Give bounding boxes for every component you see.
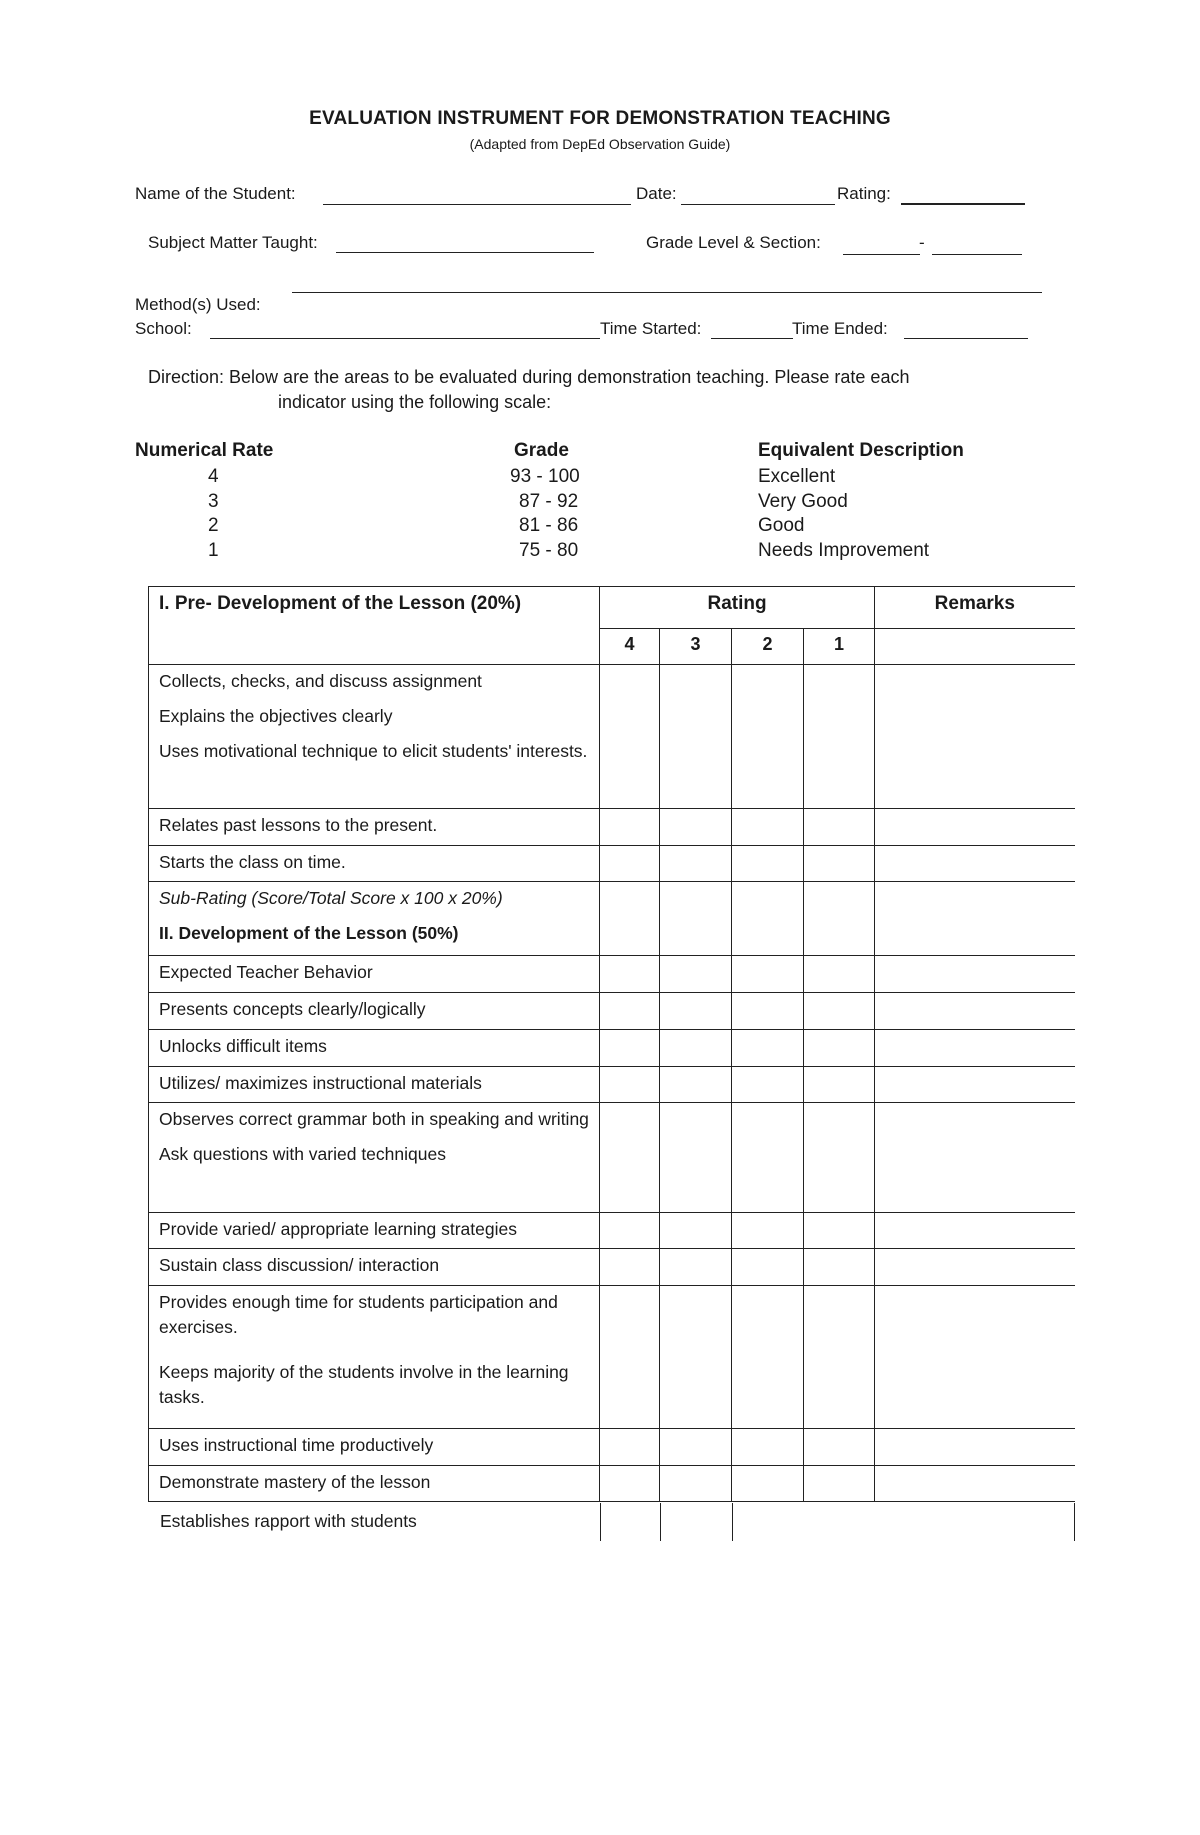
- rating-cell[interactable]: [600, 1249, 660, 1286]
- section-field[interactable]: [932, 254, 1022, 255]
- remarks-cell[interactable]: [875, 809, 1075, 846]
- rating-cell[interactable]: [732, 665, 804, 809]
- rating-cell[interactable]: [660, 1103, 732, 1213]
- indicator-text: Provides enough time for students participation and exercises.: [159, 1292, 558, 1337]
- indicator-text: Uses motivational technique to elicit students' interests.: [159, 741, 588, 761]
- rating-col-2: 2: [762, 634, 773, 654]
- scale-grade: 75 - 80: [519, 540, 579, 561]
- table-row: [149, 846, 1075, 882]
- table-row: [149, 882, 1075, 956]
- rating-cell[interactable]: [804, 809, 875, 846]
- rating-cell[interactable]: [660, 882, 732, 956]
- remarks-cell[interactable]: [875, 629, 1075, 665]
- subject-field[interactable]: [336, 252, 594, 253]
- scale-header-desc: Equivalent Description: [758, 440, 964, 461]
- scale-header-rate: Numerical Rate: [135, 440, 274, 461]
- table-row: [149, 1429, 1075, 1466]
- remarks-cell[interactable]: [875, 1213, 1075, 1249]
- scale-desc: Good: [758, 515, 805, 536]
- rating-cell[interactable]: [804, 1103, 875, 1213]
- grade-field[interactable]: [843, 254, 920, 255]
- table-row: [149, 665, 1075, 809]
- rating-cell[interactable]: [732, 993, 804, 1030]
- column-divider: [732, 1503, 733, 1541]
- form-title: EVALUATION INSTRUMENT FOR DEMONSTRATION TEACHING: [309, 108, 891, 129]
- rating-cell[interactable]: [732, 1429, 804, 1466]
- rating-field[interactable]: [901, 203, 1025, 205]
- indicator-text: Establishes rapport with students: [160, 1511, 417, 1531]
- time-started-field[interactable]: [711, 338, 793, 339]
- direction-line-2: indicator using the following scale:: [278, 392, 552, 412]
- rating-cell[interactable]: [660, 665, 732, 809]
- indicator-text: Relates past lessons to the present.: [159, 815, 438, 835]
- table-row: [149, 1030, 1075, 1067]
- rating-cell[interactable]: [732, 1286, 804, 1429]
- scale-grade: 81 - 86: [519, 515, 579, 536]
- remarks-cell[interactable]: [875, 1030, 1075, 1067]
- rating-cell[interactable]: [600, 1067, 660, 1103]
- table-row: [149, 993, 1075, 1030]
- rating-col-4: 4: [624, 634, 635, 654]
- remarks-cell[interactable]: [875, 882, 1075, 956]
- date-field[interactable]: [681, 204, 835, 205]
- scale-rate: 3: [208, 491, 219, 512]
- rating-cell[interactable]: [660, 1067, 732, 1103]
- rating-cell[interactable]: [600, 1429, 660, 1466]
- rating-cell[interactable]: [660, 993, 732, 1030]
- column-divider: [660, 1503, 661, 1541]
- column-divider: [1074, 1503, 1075, 1541]
- table-row: [149, 1067, 1075, 1103]
- rating-cell[interactable]: [600, 956, 660, 993]
- rating-cell[interactable]: [732, 1030, 804, 1067]
- indicator-text: Ask questions with varied techniques: [159, 1144, 446, 1164]
- rating-cell[interactable]: [600, 882, 660, 956]
- remarks-cell[interactable]: [875, 956, 1075, 993]
- rating-col-3: 3: [690, 634, 701, 654]
- scale-desc: Very Good: [758, 491, 848, 512]
- rating-cell[interactable]: [600, 993, 660, 1030]
- date-label: Date:: [636, 184, 677, 203]
- remarks-cell[interactable]: [875, 1286, 1075, 1429]
- subject-label: Subject Matter Taught:: [148, 233, 318, 252]
- rating-cell[interactable]: [600, 1213, 660, 1249]
- time-ended-label: Time Ended:: [792, 319, 888, 338]
- rating-col-1: 1: [834, 634, 845, 654]
- rating-cell[interactable]: [660, 1030, 732, 1067]
- remarks-cell[interactable]: [875, 846, 1075, 882]
- remarks-header: Remarks: [934, 593, 1015, 614]
- rating-cell[interactable]: [804, 1249, 875, 1286]
- school-field[interactable]: [210, 338, 600, 339]
- sub-rating-text: Sub-Rating (Score/Total Score x 100 x 20%): [159, 888, 503, 908]
- scale-header-grade: Grade: [514, 440, 569, 461]
- rating-cell[interactable]: [600, 1466, 660, 1502]
- methods-label: Method(s) Used:: [135, 295, 261, 314]
- rating-header: Rating: [707, 593, 767, 614]
- direction-line-1: Direction: Below are the areas to be evaluated during demonstration teaching. Please rate each: [148, 367, 910, 387]
- rating-cell[interactable]: [804, 1429, 875, 1466]
- indicator-text: Unlocks difficult items: [159, 1036, 327, 1056]
- rating-cell[interactable]: [804, 882, 875, 956]
- rating-cell[interactable]: [600, 1286, 660, 1429]
- remarks-cell[interactable]: [875, 1103, 1075, 1213]
- rating-cell[interactable]: [804, 956, 875, 993]
- indicator-text: Keeps majority of the students involve in the learning tasks.: [159, 1362, 569, 1407]
- rating-cell[interactable]: [804, 665, 875, 809]
- scale-rate: 1: [208, 540, 219, 561]
- table-row: [149, 809, 1075, 846]
- table-header-row: [149, 587, 1075, 629]
- rating-cell[interactable]: [732, 1103, 804, 1213]
- rating-cell[interactable]: [804, 1030, 875, 1067]
- rating-cell[interactable]: [732, 882, 804, 956]
- remarks-cell[interactable]: [875, 993, 1075, 1030]
- scale-grade: 93 - 100: [510, 466, 580, 487]
- methods-field[interactable]: [292, 292, 1042, 293]
- indicator-text: Collects, checks, and discuss assignment: [159, 671, 482, 691]
- rating-cell[interactable]: [732, 1466, 804, 1502]
- rating-cell[interactable]: [660, 956, 732, 993]
- rating-cell[interactable]: [732, 846, 804, 882]
- rating-cell[interactable]: [732, 956, 804, 993]
- remarks-cell[interactable]: [875, 665, 1075, 809]
- rating-cell[interactable]: [660, 1249, 732, 1286]
- table-row: [149, 1103, 1075, 1213]
- rating-cell[interactable]: [600, 846, 660, 882]
- rating-cell[interactable]: [804, 993, 875, 1030]
- scale-grade: 87 - 92: [519, 491, 579, 512]
- rating-cell[interactable]: [660, 1466, 732, 1502]
- table-row-continued: [148, 1503, 1076, 1541]
- indicator-text: Uses instructional time productively: [159, 1435, 434, 1455]
- rating-cell[interactable]: [660, 809, 732, 846]
- section-1-title: I. Pre- Development of the Lesson (20%): [159, 593, 522, 614]
- indicator-text: Presents concepts clearly/logically: [159, 999, 426, 1019]
- remarks-cell[interactable]: [875, 1429, 1075, 1466]
- school-label: School:: [135, 319, 192, 338]
- evaluation-table: [148, 586, 1075, 1502]
- rating-cell[interactable]: [600, 1030, 660, 1067]
- indicator-text: Provide varied/ appropriate learning strategies: [159, 1219, 517, 1239]
- rating-cell[interactable]: [660, 1213, 732, 1249]
- rating-label: Rating:: [837, 184, 891, 203]
- rating-cell[interactable]: [660, 1429, 732, 1466]
- rating-cell[interactable]: [732, 809, 804, 846]
- indicator-text: Observes correct grammar both in speaking and writing: [159, 1109, 589, 1129]
- time-ended-field[interactable]: [904, 338, 1028, 339]
- scale-desc: Needs Improvement: [758, 540, 930, 561]
- remarks-cell[interactable]: [875, 1249, 1075, 1286]
- scale-rate: 2: [208, 515, 219, 536]
- section-2-title: II. Development of the Lesson (50%): [159, 923, 459, 943]
- rating-cell[interactable]: [804, 1466, 875, 1502]
- scale-desc: Excellent: [758, 466, 836, 487]
- indicator-text: Utilizes/ maximizes instructional materials: [159, 1073, 482, 1093]
- table-row: [149, 1213, 1075, 1249]
- grade-section-label: Grade Level & Section:: [646, 233, 821, 252]
- column-divider: [600, 1503, 601, 1541]
- time-started-label: Time Started:: [600, 319, 702, 338]
- form-subtitle: (Adapted from DepEd Observation Guide): [469, 136, 731, 152]
- rating-cell[interactable]: [732, 1067, 804, 1103]
- remarks-cell[interactable]: [875, 1466, 1075, 1502]
- table-row: [149, 1249, 1075, 1286]
- table-row: [149, 1466, 1075, 1502]
- indicator-text: Explains the objectives clearly: [159, 706, 393, 726]
- student-name-field[interactable]: [323, 204, 631, 205]
- rating-cell[interactable]: [600, 809, 660, 846]
- rating-cell[interactable]: [660, 846, 732, 882]
- rating-cell[interactable]: [732, 1249, 804, 1286]
- rating-cell[interactable]: [804, 1286, 875, 1429]
- rating-cell[interactable]: [600, 665, 660, 809]
- table-row: [149, 1286, 1075, 1429]
- remarks-cell[interactable]: [875, 1067, 1075, 1103]
- rating-cell[interactable]: [804, 1067, 875, 1103]
- student-name-label: Name of the Student:: [135, 184, 296, 203]
- indicator-text: Sustain class discussion/ interaction: [159, 1255, 440, 1275]
- rating-cell[interactable]: [804, 1213, 875, 1249]
- grade-section-separator: -: [919, 233, 925, 252]
- indicator-text: Demonstrate mastery of the lesson: [159, 1472, 431, 1492]
- indicator-text: Starts the class on time.: [159, 852, 346, 872]
- scale-rate: 4: [208, 466, 219, 487]
- rating-cell[interactable]: [804, 846, 875, 882]
- rating-cell[interactable]: [600, 1103, 660, 1213]
- table-row: [149, 956, 1075, 993]
- rating-cell[interactable]: [660, 1286, 732, 1429]
- indicator-text: Expected Teacher Behavior: [159, 962, 373, 982]
- rating-cell[interactable]: [732, 1213, 804, 1249]
